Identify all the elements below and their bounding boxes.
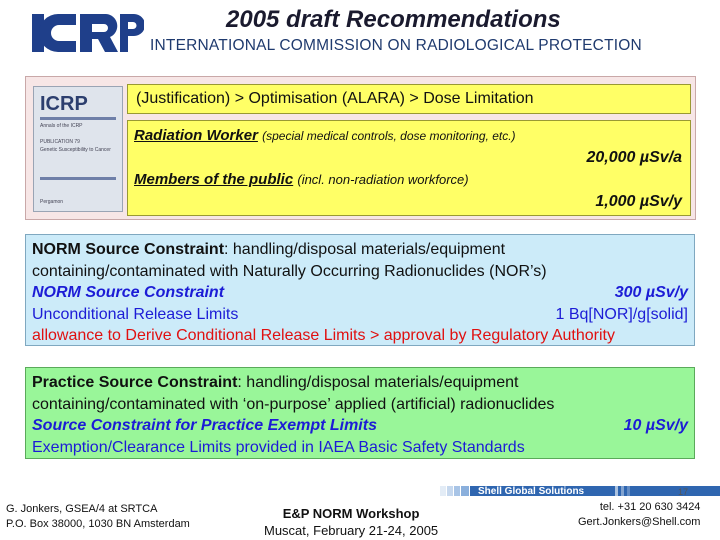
- norm-heading-line: [32, 239, 688, 261]
- norm-constraint-box: [25, 234, 695, 346]
- public-dose-limit: 1,000 µSv/y: [595, 193, 682, 210]
- cover-line: Annals of the ICRP: [40, 123, 83, 129]
- worker-dose-limit: 20,000 µSv/a: [586, 149, 682, 166]
- cover-line: Pergamon: [40, 199, 64, 205]
- practice-constraint-label: Source Constraint for Practice Exempt Limits: [32, 417, 377, 434]
- footer-event: [264, 505, 438, 539]
- release-limits-row: [32, 304, 688, 326]
- practice-constraint-value: 10 µSv/y: [623, 417, 688, 434]
- norm-heading-rest: : handling/disposal materials/equipment: [224, 241, 506, 258]
- exemption-clearance-line: Exemption/Clearance Limits provided in IAEA Basic Safety Standards: [32, 438, 525, 456]
- norm-constraint-row: [32, 282, 688, 304]
- norm-constraint-label: NORM Source Constraint: [32, 284, 225, 301]
- organization-subtitle: INTERNATIONAL COMMISSION ON RADIOLOGICAL PROTECTION: [150, 37, 642, 54]
- icrp-logo: [32, 12, 144, 54]
- cover-line: PUBLICATION 79: [40, 139, 80, 145]
- worker-label: Radiation Worker: [134, 127, 258, 144]
- footer-author: [6, 502, 190, 532]
- practice-constraint-row: [32, 415, 688, 437]
- practice-heading: Practice Source Constraint: [32, 374, 238, 391]
- page-number: 17: [678, 487, 689, 497]
- release-limits-label: Unconditional Release Limits: [32, 305, 239, 323]
- footer-contact: [578, 500, 700, 530]
- footer-phone: tel. +31 20 630 3424: [599, 501, 701, 513]
- cover-band: [40, 117, 116, 120]
- cover-line: Genetic Susceptibility to Cancer: [40, 147, 111, 153]
- footer-address-line: P.O. Box 38000, 1030 BN Amsterdam: [6, 518, 190, 530]
- footer-email: Gert.Jonkers@Shell.com: [578, 516, 701, 528]
- release-limits-value: 1 Bq[NOR]/g[solid]: [555, 305, 688, 323]
- cover-band: [40, 177, 116, 180]
- worker-line: [134, 127, 516, 144]
- practice-description: containing/contaminated with ‘on-purpose’ applied (artificial) radionuclides: [32, 395, 555, 413]
- icrp-publication-cover: [33, 86, 123, 212]
- footer-event-date: Muscat, February 21-24, 2005: [264, 523, 439, 538]
- shell-global-solutions: Shell Global Solutions: [478, 486, 585, 497]
- slide-title: 2005 draft Recommendations: [226, 6, 561, 33]
- practice-heading-rest: : handling/disposal materials/equipment: [237, 374, 519, 391]
- public-line: [134, 171, 469, 188]
- public-label: Members of the public: [134, 171, 294, 188]
- practice-constraint-box: [25, 367, 695, 459]
- norm-description: containing/contaminated with Naturally Occurring Radionuclides (NOR’s): [32, 262, 547, 280]
- footer-event-title: E&P NORM Workshop: [282, 506, 420, 521]
- practice-heading-line: [32, 372, 688, 394]
- dose-limits-box: [127, 120, 691, 216]
- footer-author-line: G. Jonkers, GSEA/4 at SRTCA: [6, 503, 158, 515]
- conditional-release-allowance: allowance to Derive Conditional Release Limits > approval by Regulatory Authority: [32, 327, 615, 344]
- norm-constraint-value: 300 µSv/y: [614, 284, 688, 301]
- cover-brand: ICRP: [40, 93, 88, 115]
- worker-note: (special medical controls, dose monitoring, etc.): [262, 129, 516, 143]
- norm-heading: NORM Source Constraint: [32, 241, 225, 258]
- justification-banner: (Justification) > Optimisation (ALARA) > Dose Limitation: [127, 84, 691, 114]
- public-note: (incl. non-radiation workforce): [297, 172, 469, 187]
